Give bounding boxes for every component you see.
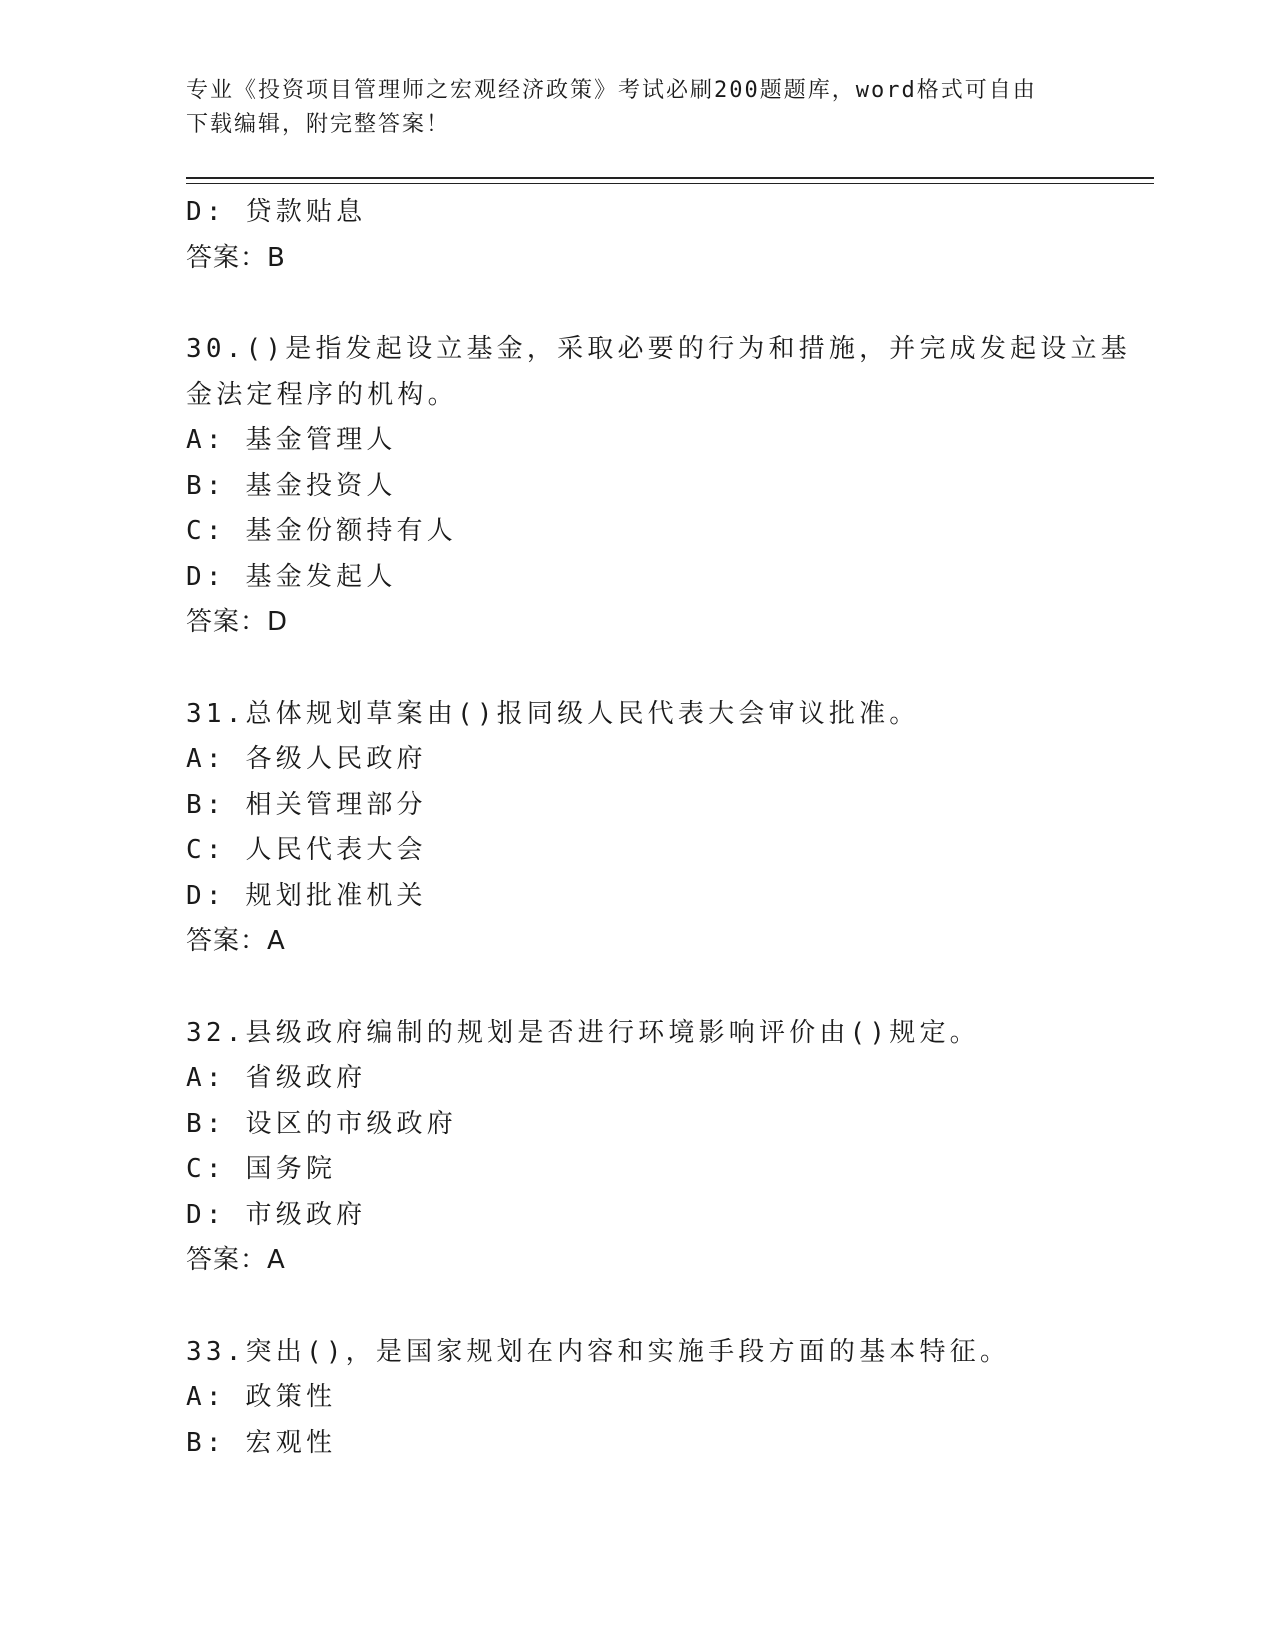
question-stem: 32.县级政府编制的规划是否进行环境影响评价由()规定。 [186, 1017, 980, 1048]
header-divider [186, 177, 1154, 184]
option-d: D: 规划批准机关 [186, 880, 427, 911]
answer: 答案：A [186, 926, 286, 956]
header-title-line-2: 下载编辑，附完整答案！ [186, 112, 451, 137]
question-32 [186, 1011, 1086, 1284]
option-d: D: 基金发起人 [186, 561, 397, 592]
option-c: C: 基金份额持有人 [186, 516, 457, 546]
question-stem: 31.总体规划草案由()报同级人民代表大会审议批准。 [186, 698, 920, 729]
page-header [186, 74, 1066, 142]
option-a: A: 省级政府 [186, 1063, 367, 1093]
option-b: B: 相关管理部分 [186, 789, 427, 820]
answer: 答案：D [186, 607, 289, 637]
document-body [186, 190, 1131, 1466]
option-c: C: 人民代表大会 [186, 835, 427, 865]
question-stem: 30.()是指发起设立基金，采取必要的行为和措施，并完成发起设立基 [186, 334, 1131, 364]
question-33 [186, 1330, 1086, 1467]
option-a: A: 基金管理人 [186, 425, 397, 455]
option-b: B: 基金投资人 [186, 470, 397, 501]
question-stem: 33.突出()，是国家规划在内容和实施手段方面的基本特征。 [186, 1336, 1011, 1367]
question-29-tail [186, 190, 1086, 281]
option-d: D: 市级政府 [186, 1199, 367, 1230]
answer: 答案：A [186, 1245, 286, 1275]
question-30 [186, 327, 1131, 646]
option-d: D: 贷款贴息 [186, 197, 367, 227]
option-a: A: 政策性 [186, 1382, 337, 1412]
question-stem-continued: 金法定程序的机构。 [186, 379, 458, 410]
option-a: A: 各级人民政府 [186, 744, 427, 774]
option-b: B: 设区的市级政府 [186, 1108, 457, 1139]
answer: 答案：B [186, 242, 286, 273]
option-c: C: 国务院 [186, 1154, 337, 1184]
option-b: B: 宏观性 [186, 1427, 337, 1458]
question-31 [186, 692, 1086, 965]
header-title-line-1: 专业《投资项目管理师之宏观经济政策》考试必刷200题题库，word格式可自由 [186, 78, 1037, 103]
